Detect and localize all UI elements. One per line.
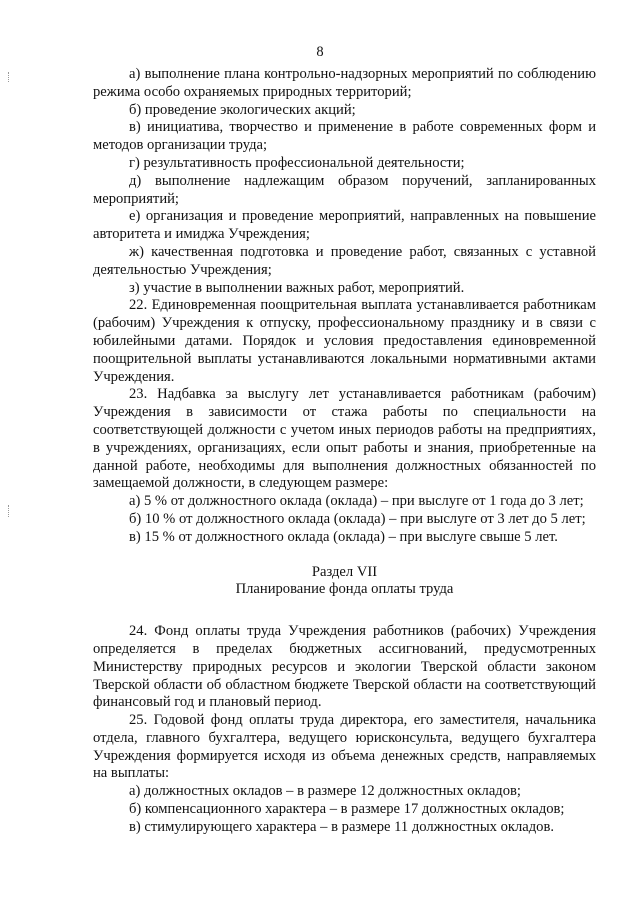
clause-23-item-a: а) 5 % от должностного оклада (оклада) – при выслуге от 1 года до 3 лет; — [129, 493, 584, 510]
list-item-d: д) выполнение надлежащим образом поручений, запланированных мероприятий; — [93, 172, 596, 207]
clause-23-item-b: б) 10 % от должностного оклада (оклада) – при выслуге от 3 лет до 5 лет; — [129, 510, 586, 527]
section-heading — [93, 564, 596, 600]
clause-25: 25. Годовой фонд оплаты труда директора, его заместителя, начальника отдела, главного бухгалтера, ведущего юрисконсульта, ведущего бухгалтера Учреждения формируется исходя из объема денежных средств, направляемых на выплаты: — [93, 712, 596, 782]
document-body — [93, 66, 596, 837]
clause-25-item-b: б) компенсационного характера – в размере 17 должностных окладов; — [129, 801, 565, 818]
clause-24: 24. Фонд оплаты труда Учреждения работников (рабочих) Учреждения определяется в пределах бюджетных ассигнований, предусмотренных Министерству природных ресурсов и экологии Тверской области законом Тверской области об областном бюджете Тверской области на соответствующий финансовый год и плановый период. — [93, 623, 596, 711]
list-item-zh: ж) качественная подготовка и проведение работ, связанных с уставной деятельностью Учреждения; — [93, 243, 596, 278]
list-item-b: б) проведение экологических акций; — [129, 101, 356, 118]
clause-23-item-v: в) 15 % от должностного оклада (оклада) – при выслуге свыше 5 лет. — [129, 528, 558, 545]
list-item-z: з) участие в выполнении важных работ, мероприятий. — [129, 279, 465, 296]
clause-25-item-v: в) стимулирующего характера – в размере 11 должностных окладов. — [129, 818, 555, 835]
list-item-g: г) результативность профессиональной деятельности; — [129, 154, 465, 171]
clause-25-item-a: а) должностных окладов – в размере 12 должностных окладов; — [129, 783, 521, 800]
clause-22: 22. Единовременная поощрительная выплата устанавливается работникам (рабочим) Учреждения к отпуску, профессиональному празднику и в связи с юбилейными датами. Порядок и условия предоставления единовременной поощрительной выплаты устанавливаются локальными нормативными актами Учреждения. — [93, 297, 596, 385]
clause-23: 23. Надбавка за выслугу лет устанавливается работникам (рабочим) Учреждения в зависимости от стажа работы по специальности на соответствующей должности с учетом иных периодов работы на предприятиях, в учреждениях, организациях, если опыт работы и знания, приобретенные на данной работе, необходимы для выполнения должностных обязанностей по замещаемой должности, в следующем размере: — [93, 386, 596, 492]
scan-edge-mark — [8, 505, 9, 517]
section-subtitle: Планирование фонда оплаты труда — [235, 581, 454, 598]
scan-edge-mark — [8, 72, 9, 82]
section-title: Раздел VII — [311, 563, 378, 580]
list-item-v: в) инициатива, творчество и применение в работе современных форм и методов организации труда; — [93, 119, 596, 154]
list-item-e: е) организация и проведение мероприятий, направленных на повышение авторитета и имиджа Учреждения; — [93, 208, 596, 243]
list-item-a: а) выполнение плана контрольно-надзорных мероприятий по соблюдению режима особо охраняемых природных территорий; — [93, 66, 596, 100]
page-number: 8 — [316, 44, 324, 60]
